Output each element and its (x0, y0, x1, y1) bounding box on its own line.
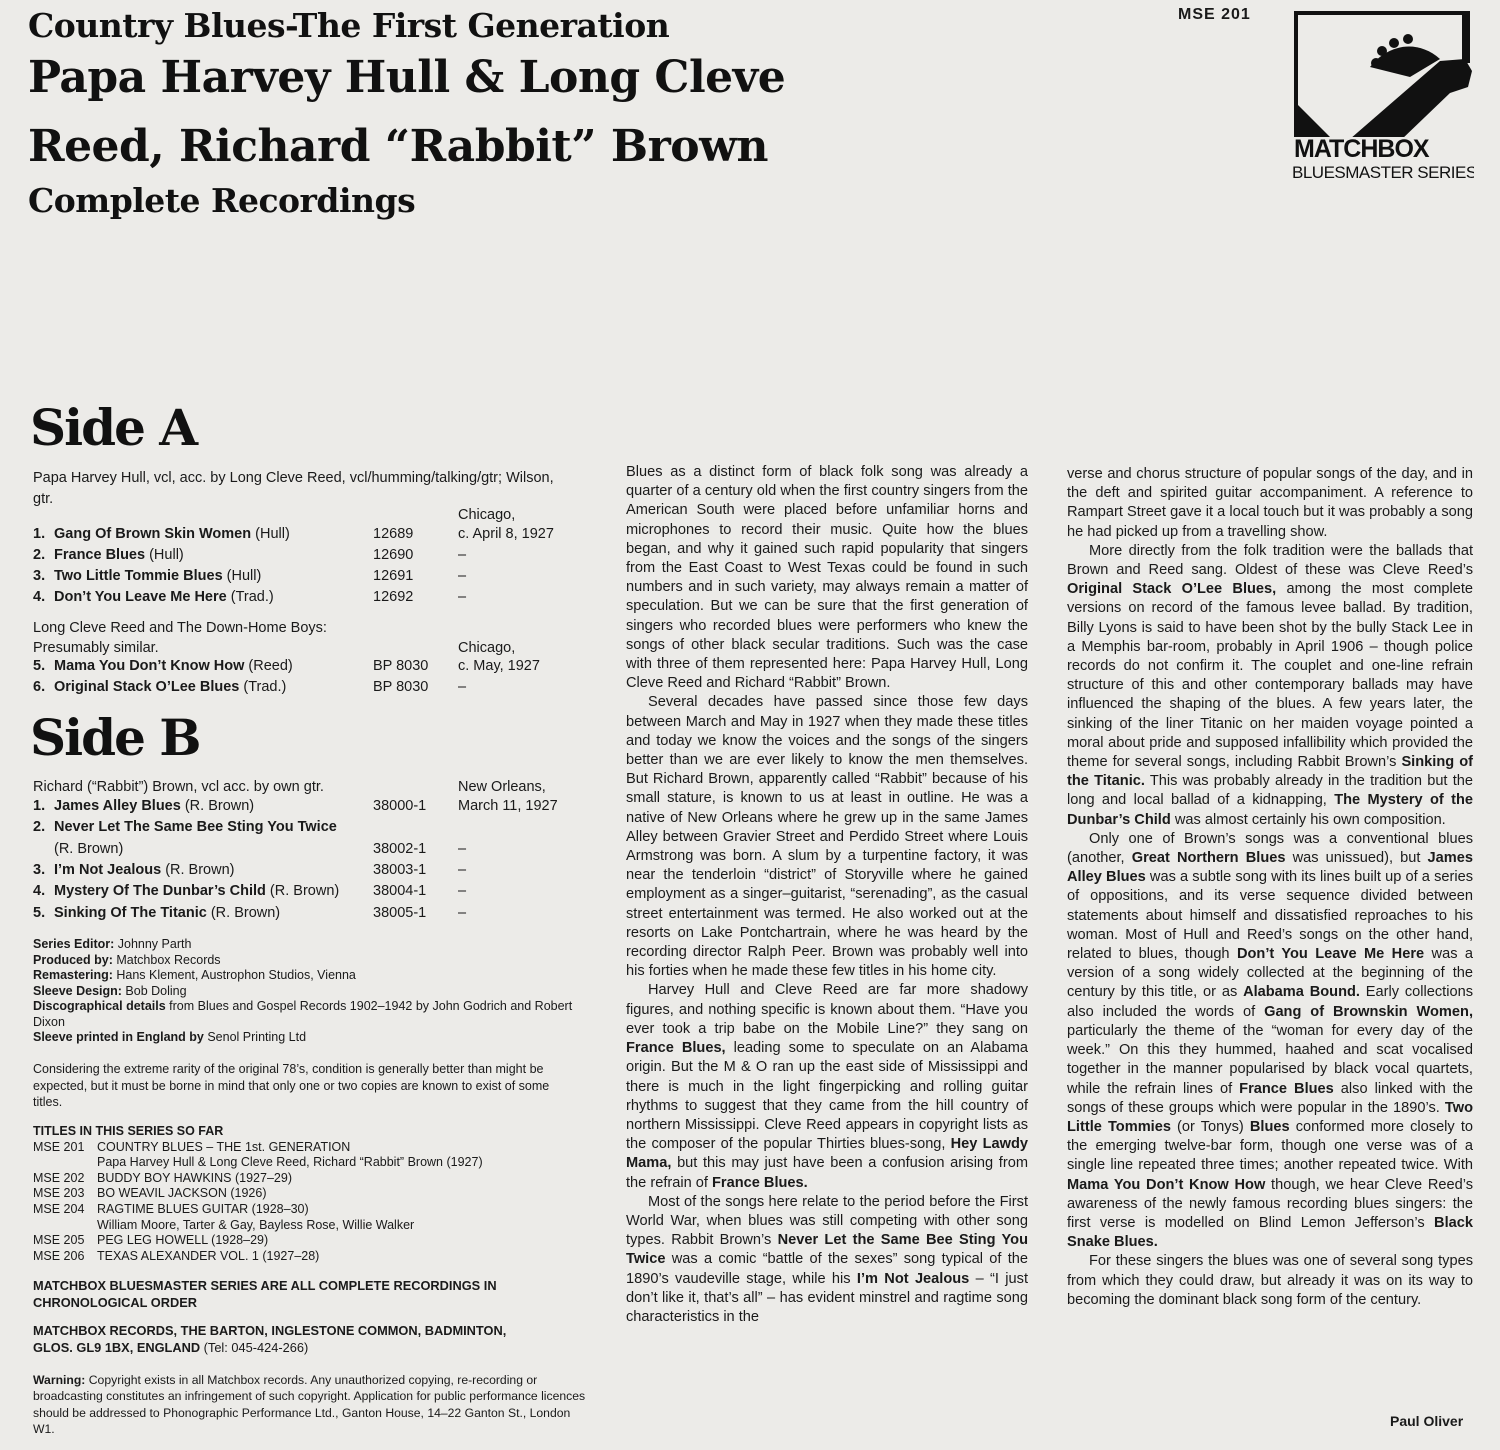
track-number: 3. (33, 861, 46, 878)
recording-date: – (458, 840, 467, 857)
address-line-1: MATCHBOX RECORDS, THE BARTON, INGLESTONE COMMON, BADMINTON, (33, 1323, 507, 1338)
track-number: 2. (33, 547, 46, 563)
track-number: 4. (33, 589, 46, 605)
track-number: 6. (33, 679, 46, 695)
series-title-item (33, 1233, 578, 1249)
track-title: Sinking Of The Titanic (R. Brown) (54, 904, 281, 921)
series-titles (33, 1124, 578, 1264)
recording-date: – (458, 589, 467, 605)
title-line-1: Country Blues-The First Generation (28, 6, 670, 45)
matrix-number: BP 8030 (373, 679, 429, 695)
notes-paragraph-2: Several decades have passed since those few days between March and May in 1927 when they made these titles and today we know the voices and the songs of the singers better than we are ever likely to know the men themselves. But Richard Brown, apparently called “Rabbit” because of his small stature, is known to us at least in outline. He was a native of New Orleans where he grew up in the same James Alley between Gravier Street and Perdido Street where Louis Armstrong was born. A slum by a turpentine factory, it was near the tenderloin “district” of Storyville where he gained employment as a singer–guitarist, “serenading”, as the casual street entertainment was termed. He also worked out at the resorts on Lake Pontchartrain, where he was heard by the recording director Ralph Peer. Brown was probably well into his forties when he made these few titles in his home city. (626, 694, 1028, 980)
matrix-number: 38005-1 (373, 904, 427, 921)
series-title-artists: William Moore, Tarter & Gay, Bayless Rose, Willie Walker (97, 1217, 415, 1232)
publisher-address (33, 1322, 593, 1356)
title-line-4: Complete Recordings (28, 181, 416, 220)
credit-line: Remastering: Hans Klement, Austrophon Studios, Vienna (33, 968, 356, 982)
recording-date: c. May, 1927 (458, 658, 540, 674)
matrix-number: 38000-1 (373, 798, 427, 814)
track-title: Two Little Tommie Blues (Hull) (54, 568, 262, 584)
matrix-number: 12691 (373, 568, 414, 584)
track-number: 3. (33, 568, 46, 584)
recording-date: – (458, 904, 467, 921)
series-title: BUDDY BOY HAWKINS (1927–29) (97, 1170, 292, 1185)
notes-paragraph-1: Blues as a distinct form of black folk song was already a quarter of a century old when the first country singers from the American South were placed before unfamiliar horns and microphones to record their music. Quite how the blues began, and why it gained such rapid popularity that singers from the East Coast to West Texas could be found in such numbers and in such variety, may always remain a matter of speculation. But we can be sure that the first generation of singers who recorded blues were performers who knew the songs of other black secular traditions. Such was the case with three of them represented here: Papa Harvey Hull, Long Cleve Reed and Richard “Rabbit” Brown. (626, 464, 1028, 692)
credit-line: Discographical details from Blues and Gospel Records 1902–1942 by John Godrich and Robert Dixon (33, 999, 573, 1029)
recording-date: March 11, 1927 (458, 798, 558, 814)
warning-text: Copyright exists in all Matchbox records. Any unauthorized copying, re-recording or broadcasting constitutes an infringement of such copyright. Application for public performance licences should be addressed to Phonographic Performance Ltd., Ganton House, 14–22 Ganton St., London W1. (33, 1373, 586, 1436)
recording-date: c. April 8, 1927 (458, 526, 554, 542)
series-titles-list (33, 1140, 578, 1265)
side-b-personnel: Richard (“Rabbit”) Brown, vcl acc. by own gtr. (33, 779, 324, 795)
track-title: Mama You Don’t Know How (Reed) (54, 658, 293, 674)
notes-paragraph-4-continued: verse and chorus structure of popular songs of the day, and in the deft and spirited guitar accompaniment. A reference to Rampart Street gave it a local touch but it was probably a song he had picked up from a travelling show. (1067, 466, 1473, 540)
track-title: I’m Not Jealous (R. Brown) (54, 861, 235, 878)
notes-paragraph-5: More directly from the folk tradition were the ballads that Brown and Reed sang. Oldest of these was Cleve Reed’s Original Stack O’Lee Blues, among the most complete versions on record of the famous levee ballad. By tradition, Billy Lyons is said to have been shot by the bully Stack Lee in a Memphis bar-room, probably in April 1906 – though police records do not confirm it. The couplet and one-line refrain structure of this and other contemporary ballads may have influenced the shaping of the blues. A few years later, the sinking of the liner Titanic on her maiden voyage pointed a moral about pride and supposed infallibility which provided the theme for several songs, including Rabbit Brown’s Sinking of the Titanic. This was probably already in the tradition but the long and local ballad of a kidnapping, The Mystery of the Dunbar’s Child was almost certainly his own composition. (1067, 542, 1474, 828)
credit-line: Produced by: Matchbox Records (33, 952, 221, 967)
series-title: TEXAS ALEXANDER VOL. 1 (1927–28) (97, 1248, 320, 1263)
warning-label: Warning: (33, 1373, 86, 1387)
rarity-note: Considering the extreme rarity of the original 78’s, condition is generally better than might be expected, but it must be borne in mind that only one or two copies are known to exist of some titles. (33, 1062, 550, 1109)
side-a-personnel-2-line-1: Long Cleve Reed and The Down-Home Boys: (33, 620, 327, 636)
address-line-2: GLOS. GL9 1BX, ENGLAND (33, 1340, 201, 1355)
notes-paragraph-3: Harvey Hull and Cleve Reed are far more shadowy figures, and nothing specific is known about them. “Have you ever took a trip babe on the Mobile Line?” they sang on France Blues, leading some to speculate on an Alabama origin. But the M & O ran up the east side of Mississippi and there is much in the light fingerpicking and rolling guitar rhythms to suggest that they came from the hill country of northern Mississippi. Cleve Reed appears in copyright lists as the composer of the popular Thirties blues-song, Hey Lawdy Mama, but this may just have been a confusion arising from the refrain of France Blues. (626, 982, 1028, 1191)
matrix-number: 38004-1 (373, 883, 427, 900)
series-titles-heading: TITLES IN THIS SERIES SO FAR (33, 1124, 224, 1138)
matrix-number: 12690 (373, 547, 414, 563)
notes-paragraph-4: Most of the songs here relate to the period before the First World War, when blues was still competing with other song types. Rabbit Brown’s Never Let the Same Bee Sting You Twice was a comic “battle of the sexes” song typical of the 1890’s vaudeville stage, while his I’m Not Jealous – “I just don’t like it, that’s all” – has evident minstrel and ragtime song characteristics in the (626, 1193, 1028, 1325)
logo-text-series: BLUESMASTER SERIES (1292, 163, 1474, 182)
series-catalog-number: MSE 203 (33, 1186, 85, 1201)
track-number: 5. (33, 658, 46, 674)
track-title: Mystery Of The Dunbar’s Child (R. Brown) (54, 883, 340, 900)
liner-notes-column-2 (1067, 465, 1473, 1310)
series-title: PEG LEG HOWELL (1928–29) (97, 1233, 269, 1248)
matrix-number: 38002-1 (373, 840, 427, 857)
liner-notes-column-1 (626, 463, 1028, 1327)
side-b-heading: Side B (30, 708, 200, 767)
side-a-location-1: Chicago, (458, 507, 516, 523)
series-title-item (33, 1249, 578, 1265)
recording-date: – (458, 568, 467, 584)
track-title: Original Stack O’Lee Blues (Trad.) (54, 679, 287, 695)
credit-line: Sleeve printed in England by Senol Printing Ltd (33, 1030, 307, 1044)
matrix-number: 12692 (373, 589, 414, 605)
side-a-location-2: Chicago, (458, 640, 516, 656)
side-b-location: New Orleans, (458, 779, 546, 795)
address-tel: (Tel: 045-424-266) (203, 1340, 309, 1355)
series-catalog-number: MSE 202 (33, 1170, 85, 1185)
author-signature: Paul Oliver (1390, 1413, 1464, 1429)
series-title-item (33, 1140, 578, 1156)
matrix-number: 12689 (373, 526, 414, 542)
series-catalog-number: MSE 204 (33, 1201, 85, 1216)
series-note: MATCHBOX BLUESMASTER SERIES ARE ALL COMPLETE RECORDINGS IN CHRONOLOGICAL ORDER (33, 1278, 497, 1310)
credit-line: Series Editor: Johnny Parth (33, 937, 192, 951)
track-number: 5. (33, 904, 46, 921)
notes-paragraph-7: For these singers the blues was one of several song types from which they could draw, but already it was on its way to becoming the dominant black song form of the century. (1067, 1253, 1473, 1308)
title-line-2: Papa Harvey Hull & Long Cleve (28, 52, 786, 103)
track-title: Never Let The Same Bee Sting You Twice (54, 819, 337, 836)
track-number: 2. (33, 819, 46, 836)
series-title-item (33, 1186, 578, 1202)
recording-date: – (458, 679, 467, 695)
credit-line: Sleeve Design: Bob Doling (33, 983, 187, 998)
matrix-number: BP 8030 (373, 658, 429, 674)
recording-date: – (458, 547, 467, 563)
track-title: Gang Of Brown Skin Women (Hull) (54, 526, 290, 542)
series-catalog-number: MSE 201 (33, 1139, 85, 1154)
side-a-personnel-2-line-2: Presumably similar. (33, 640, 159, 656)
series-title-item (33, 1202, 578, 1218)
track-title: (R. Brown) (54, 840, 124, 857)
side-a-personnel: Papa Harvey Hull, vcl, acc. by Long Cleve Reed, vcl/humming/talking/gtr; Wilson, gtr. (33, 470, 554, 507)
series-title: RAGTIME BLUES GUITAR (1928–30) (97, 1201, 309, 1216)
track-number: 4. (33, 883, 46, 900)
track-number: 1. (33, 798, 46, 814)
series-catalog-number: MSE 205 (33, 1233, 85, 1248)
series-title: BO WEAVIL JACKSON (1926) (97, 1186, 267, 1201)
series-title-item (33, 1171, 578, 1187)
recording-date: – (458, 883, 467, 900)
series-title: COUNTRY BLUES – THE 1st. GENERATION (97, 1139, 351, 1154)
logo-text-matchbox: MATCHBOX (1294, 135, 1429, 163)
matrix-number: 38003-1 (373, 861, 427, 878)
side-a-heading: Side A (30, 398, 197, 457)
recording-date: – (458, 861, 467, 878)
title-line-3: Reed, Richard “Rabbit” Brown (28, 121, 768, 172)
track-number: 1. (33, 526, 46, 542)
notes-paragraph-6: Only one of Brown’s songs was a conventional blues (another, Great Northern Blues was unissued), but James Alley Blues was a subtle song with its lines built up of a series of oppositions, and its verse sequence divided between statements about himself and dissatisfied reproaches to his woman. Most of Hull and Reed’s songs on the other hand, related to blues, though Don’t You Leave Me Here was a version of a song widely collected at the beginning of the century by this title, or as Alabama Bound. Early collections also included the words of Gang of Brownskin Women, particularly the theme of the “woman for every day of the week.” On this they hummed, haahed and scat vocalised together in the manner popularised by black vocal quartets, while the refrain lines of France Blues also linked with the songs of these groups which were popular in the 1890’s. Two Little Tommies (or Tonys) Blues conformed more closely to the emerging twelve-bar form, though one verse was of a single line repeated three times; another repeated twice. With Mama You Don’t Know How though, we hear Cleve Reed’s awareness of the newly famous recording blues singers: the first verse is modelled on Blind Lemon Jefferson’s Black Snake Blues. (1067, 830, 1474, 1251)
catalog-number: MSE 201 (1178, 6, 1251, 23)
track-title: France Blues (Hull) (54, 547, 184, 563)
series-title-artists: Papa Harvey Hull & Long Cleve Reed, Richard “Rabbit” Brown (1927) (97, 1155, 483, 1170)
track-title: James Alley Blues (R. Brown) (54, 798, 255, 814)
track-title: Don’t You Leave Me Here (Trad.) (54, 589, 274, 605)
copyright-warning (33, 1372, 593, 1437)
guitar-headstock-icon (1290, 7, 1474, 183)
credits-list (33, 937, 573, 1046)
series-catalog-number: MSE 206 (33, 1248, 85, 1263)
matchbox-logo (1290, 7, 1474, 183)
